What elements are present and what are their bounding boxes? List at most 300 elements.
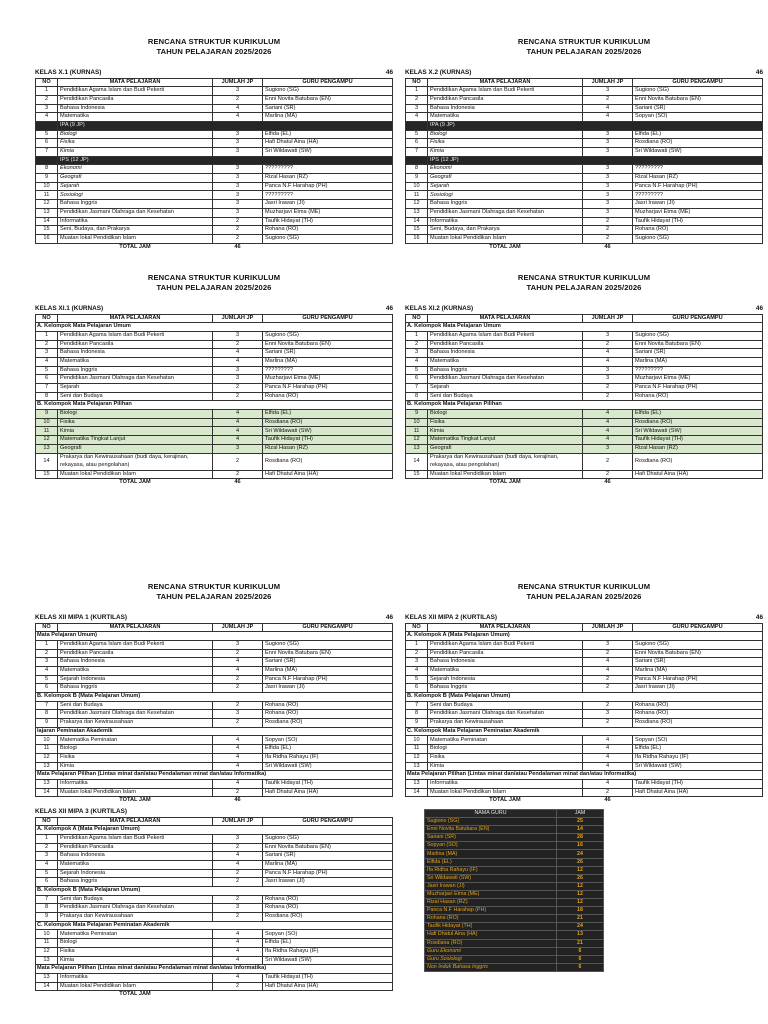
row-jp: 3	[583, 200, 633, 209]
teacher-row	[425, 907, 604, 915]
row-jp: 3	[583, 139, 633, 148]
row-guru: Sugiono (SG)	[633, 331, 763, 340]
row-mapel: Matematika	[428, 357, 583, 366]
table-row	[36, 973, 393, 982]
row-mapel: Bahasa Indonesia	[58, 349, 213, 358]
row-mapel: Geografi	[58, 444, 213, 453]
teacher-row	[425, 963, 604, 971]
row-guru: Rohana (RO)	[263, 701, 393, 710]
section-label: A. Kelompok Mata Pelajaran Umum	[406, 323, 763, 332]
row-guru: Rohana (RO)	[633, 392, 763, 401]
row-jp: 2	[583, 453, 633, 470]
row-no: 3	[36, 349, 58, 358]
row-no: 5	[406, 130, 428, 139]
teacher-hours: 18	[557, 907, 604, 915]
total-label: TOTAL JAM	[119, 479, 151, 486]
row-guru: Sugiono (SG)	[263, 640, 393, 649]
teacher-hours: 24	[557, 923, 604, 931]
section-label: B. Kelompok B (Mata Pelajaran Umum)	[406, 693, 763, 702]
table-row	[406, 104, 763, 113]
table-row	[36, 878, 393, 887]
row-guru: Sariani (SR)	[263, 852, 393, 861]
row-no: 13	[36, 208, 58, 217]
row-guru: Marlina (MA)	[263, 860, 393, 869]
row-jp: 3	[213, 139, 263, 148]
table-row	[36, 427, 393, 436]
row-mapel: Muatan lokal Pendidikan Islam	[58, 982, 213, 991]
table-row	[406, 418, 763, 427]
total-row	[406, 479, 763, 487]
teacher-hours: 16	[557, 842, 604, 850]
row-jp: 3	[213, 904, 263, 913]
teacher-name: Jasri Irawan (JI)	[425, 882, 557, 890]
row-no: 13	[36, 973, 58, 982]
section-row	[406, 771, 763, 780]
row-mapel: Seni, Budaya, dan Prakarya	[58, 226, 213, 235]
row-jp: 2	[583, 392, 633, 401]
row-no: 12	[406, 753, 428, 762]
table-row	[36, 843, 393, 852]
row-no: 5	[406, 675, 428, 684]
table-row	[36, 675, 393, 684]
row-guru: Sugiono (SG)	[263, 834, 393, 843]
row-guru: Taufik Hidayat (TH)	[633, 436, 763, 445]
row-jp: 4	[213, 947, 263, 956]
total-value: 46	[604, 243, 611, 250]
row-mapel: Matematika	[58, 860, 213, 869]
row-mapel: Pendidikan Jasmani Olahraga dan Kesehatan	[58, 710, 213, 719]
row-no: 12	[36, 436, 58, 445]
table-row	[406, 191, 763, 200]
row-jp: 3	[583, 182, 633, 191]
section-row	[36, 727, 393, 736]
row-mapel: Fisika	[428, 139, 583, 148]
row-no: 11	[406, 427, 428, 436]
column-header-no: NO	[406, 78, 428, 87]
row-no: 8	[36, 392, 58, 401]
section-row	[406, 693, 763, 702]
teacher-name: Taufik Hidayat (TH)	[425, 923, 557, 931]
row-mapel: Sosiologi	[428, 191, 583, 200]
table-row	[36, 649, 393, 658]
table-row	[36, 392, 393, 401]
row-guru: Panca N.F Harahap (PH)	[263, 384, 393, 393]
doc-subtitle: TAHUN PELAJARAN 2025/2026	[156, 592, 272, 601]
row-jp: 3	[583, 375, 633, 384]
section-label: C. Kelompok Mata Pelajaran Peminatan Akademik	[406, 727, 763, 736]
row-mapel: Pendidikan Pancasila	[58, 95, 213, 104]
table-row	[36, 982, 393, 991]
row-jp: 2	[213, 649, 263, 658]
row-guru: Sri Wildawati (SW)	[263, 762, 393, 771]
row-jp: 2	[213, 392, 263, 401]
row-no: 8	[36, 710, 58, 719]
row-guru: Taufik Hidayat (TH)	[633, 217, 763, 226]
table-row	[36, 753, 393, 762]
teacher-name: Rosdiana (RO)	[425, 939, 557, 947]
row-mapel: Prakarya dan Kewirausahaan	[428, 719, 583, 728]
section-label: IPS (12 JP)	[58, 156, 393, 165]
table-row	[36, 444, 393, 453]
teacher-hours: 14	[557, 826, 604, 834]
row-guru: Marlina (MA)	[263, 357, 393, 366]
class-label: KELAS XII MIPA 1 (KURTILAS)	[35, 614, 127, 621]
column-header-no: NO	[36, 623, 58, 632]
row-no: 5	[36, 869, 58, 878]
row-mapel: Fisika	[58, 753, 213, 762]
row-mapel: Pendidikan Agama Islam dan Budi Pekerti	[58, 87, 213, 96]
row-mapel: Biologi	[58, 745, 213, 754]
row-jp: 2	[583, 719, 633, 728]
row-guru: Sariani (SR)	[263, 658, 393, 667]
table-row	[406, 392, 763, 401]
row-jp: 3	[583, 87, 633, 96]
row-mapel: Sejarah Indonesia	[428, 675, 583, 684]
teacher-hours: 6	[557, 947, 604, 955]
row-guru: Enni Novita Batubara (EN)	[263, 340, 393, 349]
doc-title: RENCANA STRUKTUR KURIKULUM	[147, 273, 281, 282]
row-guru: Rizal Hasan (RZ)	[633, 444, 763, 453]
row-no: 8	[36, 165, 58, 174]
row-mapel: Bahasa Inggris	[428, 200, 583, 209]
row-guru: ?????????	[263, 191, 393, 200]
row-no: 9	[36, 719, 58, 728]
row-guru: Jasri Irawan (JI)	[633, 200, 763, 209]
curriculum-table	[405, 78, 763, 252]
row-no: 6	[406, 684, 428, 693]
teacher-hours: 24	[557, 850, 604, 858]
row-no: 3	[406, 349, 428, 358]
teacher-hours: 12	[557, 882, 604, 890]
row-no: 11	[406, 191, 428, 200]
table-row	[406, 779, 763, 788]
row-mapel: Pendidikan Jasmani Olahraga dan Kesehatan	[428, 710, 583, 719]
table-row	[36, 869, 393, 878]
row-guru: Sri Wildawati (SW)	[633, 762, 763, 771]
row-guru: Marlina (MA)	[263, 666, 393, 675]
row-guru: Rosdiana (RO)	[633, 453, 763, 470]
row-mapel: Bahasa Inggris	[428, 366, 583, 375]
doc-title: RENCANA STRUKTUR KURIKULUM	[517, 37, 651, 46]
row-mapel: Seni dan Budaya	[428, 701, 583, 710]
row-guru: Sariani (SR)	[633, 349, 763, 358]
row-no: 10	[36, 930, 58, 939]
row-mapel: Kimia	[58, 762, 213, 771]
row-mapel: Bahasa Indonesia	[58, 658, 213, 667]
row-jp: 2	[583, 788, 633, 797]
row-guru: Rohana (RO)	[263, 895, 393, 904]
section-row	[36, 965, 393, 974]
teacher-hours: 26	[557, 874, 604, 882]
row-mapel: Matematika	[58, 113, 213, 122]
table-row	[406, 366, 763, 375]
curriculum-block	[35, 808, 393, 999]
row-no: 13	[36, 779, 58, 788]
row-guru: Rosdiana (RO)	[263, 453, 393, 470]
row-jp: 2	[583, 384, 633, 393]
teacher-name: Sariani (SR)	[425, 834, 557, 842]
row-jp: 2	[213, 684, 263, 693]
row-mapel: Pendidikan Pancasila	[428, 340, 583, 349]
row-guru: Sopyan (SO)	[633, 113, 763, 122]
row-mapel: Matematika Peminatan	[58, 930, 213, 939]
class-label: KELAS XII MIPA 3 (KURTILAS)	[35, 808, 127, 815]
row-mapel: Sosiologi	[58, 191, 213, 200]
row-mapel: Bahasa Inggris	[58, 878, 213, 887]
row-no: 13	[406, 444, 428, 453]
row-mapel: Geografi	[428, 174, 583, 183]
row-mapel: Informatika	[58, 217, 213, 226]
row-jp: 3	[213, 87, 263, 96]
row-jp: 4	[583, 104, 633, 113]
table-row	[406, 174, 763, 183]
row-mapel: Kimia	[428, 148, 583, 157]
teacher-hours-table	[424, 809, 604, 972]
row-jp: 2	[213, 788, 263, 797]
teacher-row	[425, 834, 604, 842]
row-no: 2	[406, 340, 428, 349]
row-mapel: Pendidikan Agama Islam dan Budi Pekerti	[58, 834, 213, 843]
row-jp: 4	[213, 658, 263, 667]
row-jp: 2	[213, 217, 263, 226]
row-guru: Rosdiana (RO)	[633, 139, 763, 148]
row-mapel: Matematika	[58, 357, 213, 366]
row-jp: 3	[213, 366, 263, 375]
row-guru: Muzharjavi Etma (ME)	[263, 375, 393, 384]
row-mapel: Muatan lokal Pendidikan Islam	[428, 470, 583, 479]
row-no: 12	[406, 200, 428, 209]
row-no: 13	[406, 208, 428, 217]
column-header-jp: JUMLAH JP	[583, 78, 633, 87]
teacher-name: Enni Novita Batubara (EN)	[425, 826, 557, 834]
table-row	[36, 719, 393, 728]
table-row	[406, 753, 763, 762]
row-no: 4	[36, 860, 58, 869]
row-no: 3	[36, 658, 58, 667]
row-guru: Enni Novita Batubara (EN)	[263, 95, 393, 104]
row-no: 14	[406, 217, 428, 226]
curriculum-table	[35, 78, 393, 252]
table-row	[36, 130, 393, 139]
section-row	[406, 632, 763, 641]
row-no: 3	[36, 852, 58, 861]
row-mapel: Bahasa Indonesia	[428, 349, 583, 358]
row-no: 3	[36, 104, 58, 113]
row-no: 11	[36, 939, 58, 948]
row-guru: Muzharjavi Etma (ME)	[633, 208, 763, 217]
doc-subtitle: TAHUN PELAJARAN 2025/2026	[526, 47, 642, 56]
row-no: 16	[406, 234, 428, 243]
row-guru: ?????????	[633, 366, 763, 375]
table-row	[406, 130, 763, 139]
row-jp: 2	[213, 384, 263, 393]
table-row	[36, 148, 393, 157]
section-row	[36, 887, 393, 896]
row-mapel: Prakarya dan Kewirausahaan	[58, 913, 213, 922]
row-guru: Panca N.F Harahap (PH)	[633, 182, 763, 191]
row-jp: 4	[583, 357, 633, 366]
row-mapel: Informatika	[428, 217, 583, 226]
row-no: 11	[406, 745, 428, 754]
row-guru: Taufik Hidayat (TH)	[263, 436, 393, 445]
row-guru: Muzharjavi Etma (ME)	[633, 375, 763, 384]
row-guru: Jasri Irawan (JI)	[263, 878, 393, 887]
section-label: IPS (12 JP)	[428, 156, 763, 165]
row-mapel: Sejarah	[58, 384, 213, 393]
row-mapel: Sejarah Indonesia	[58, 675, 213, 684]
row-mapel: Fisika	[58, 139, 213, 148]
section-row	[406, 121, 763, 130]
section-row	[36, 156, 393, 165]
row-no: 2	[36, 649, 58, 658]
row-jp: 4	[213, 860, 263, 869]
row-jp: 2	[213, 234, 263, 243]
teacher-row	[425, 899, 604, 907]
curriculum-block	[405, 582, 763, 805]
row-no: 15	[406, 470, 428, 479]
row-mapel: Pendidikan Agama Islam dan Budi Pekerti	[428, 87, 583, 96]
section-label: B. Kelompok Mata Pelajaran Pilihan	[36, 401, 393, 410]
row-guru: Sugiono (SG)	[263, 234, 393, 243]
total-row	[36, 243, 393, 251]
column-header-jp: JUMLAH JP	[583, 314, 633, 323]
row-no: 5	[36, 366, 58, 375]
curriculum-table	[405, 314, 763, 487]
section-label: B. Kelompok B (Mata Pelajaran Umum)	[36, 887, 393, 896]
table-row	[406, 217, 763, 226]
teacher-name: Guru Ekonomi	[425, 947, 557, 955]
section-label: lajaran Peminatan Akademik	[36, 727, 393, 736]
row-guru: Sariani (SR)	[633, 658, 763, 667]
row-mapel: Fisika	[58, 418, 213, 427]
row-guru: Enni Novita Batubara (EN)	[633, 649, 763, 658]
row-guru: Taufik Hidayat (TH)	[263, 217, 393, 226]
row-jp: 2	[213, 470, 263, 479]
row-jp: 2	[583, 217, 633, 226]
column-header-mapel: MATA PELAJARAN	[58, 817, 213, 826]
teacher-row	[425, 947, 604, 955]
row-guru: Panca N.F Harahap (PH)	[263, 675, 393, 684]
row-jp: 2	[583, 234, 633, 243]
row-jp: 3	[213, 331, 263, 340]
column-header-no: NO	[36, 314, 58, 323]
row-guru: Marlina (MA)	[263, 113, 393, 122]
row-jp: 2	[583, 470, 633, 479]
column-header-guru: GURU PENGAMPU	[263, 817, 393, 826]
row-jp: 4	[213, 427, 263, 436]
total-label: TOTAL JAM	[119, 797, 151, 804]
row-jp: 4	[213, 930, 263, 939]
section-row	[406, 401, 763, 410]
row-mapel: Fisika	[428, 418, 583, 427]
table-row	[36, 217, 393, 226]
section-label: A. Kelompok A (Mata Pelajaran Umum)	[406, 632, 763, 641]
row-no: 8	[406, 165, 428, 174]
row-no: 5	[406, 366, 428, 375]
row-no: 15	[406, 226, 428, 235]
row-mapel: Informatika	[58, 973, 213, 982]
row-no: 7	[36, 384, 58, 393]
table-row	[36, 895, 393, 904]
row-guru: Enni Novita Batubara (EN)	[633, 95, 763, 104]
row-no: 6	[406, 139, 428, 148]
table-row	[406, 148, 763, 157]
total-row	[36, 991, 393, 999]
row-jp: 2	[213, 453, 263, 470]
row-mapel: Biologi	[58, 130, 213, 139]
row-guru: Taufik Hidayat (TH)	[633, 779, 763, 788]
row-jp: 3	[583, 366, 633, 375]
row-no: 7	[36, 148, 58, 157]
row-mapel: Informatika	[58, 779, 213, 788]
row-guru: Elfida (EL)	[263, 939, 393, 948]
section-row	[36, 121, 393, 130]
row-jp: 2	[213, 878, 263, 887]
section-label: C. Kelompok Mata Pelajaran Peminatan Akademik	[36, 921, 393, 930]
row-jp: 4	[583, 779, 633, 788]
total-row	[36, 479, 393, 487]
table-row	[36, 762, 393, 771]
class-jp-total: 46	[755, 305, 763, 312]
row-no: 5	[36, 130, 58, 139]
table-row	[406, 640, 763, 649]
row-guru: Rizal Hasan (RZ)	[263, 174, 393, 183]
table-row	[36, 357, 393, 366]
row-guru: Panca N.F Harahap (PH)	[633, 384, 763, 393]
row-no: 10	[36, 182, 58, 191]
row-guru: Elfida (EL)	[263, 130, 393, 139]
row-no: 3	[406, 104, 428, 113]
row-guru: Panca N.F Harahap (PH)	[263, 182, 393, 191]
table-row	[36, 913, 393, 922]
table-row	[406, 444, 763, 453]
column-header-jam: JAM	[557, 810, 604, 818]
row-jp: 3	[213, 174, 263, 183]
row-guru: Ifa Ridha Rahayu (IF)	[633, 753, 763, 762]
row-jp: 3	[583, 208, 633, 217]
teacher-hours: 12	[557, 866, 604, 874]
row-mapel: Muatan lokal Pendidikan Islam	[428, 234, 583, 243]
row-mapel: Muatan lokal Pendidikan Islam	[428, 788, 583, 797]
row-jp: 2	[583, 226, 633, 235]
table-row	[406, 182, 763, 191]
table-row	[36, 226, 393, 235]
table-row	[36, 375, 393, 384]
teacher-row	[425, 826, 604, 834]
column-header-mapel: MATA PELAJARAN	[58, 314, 213, 323]
doc-title: RENCANA STRUKTUR KURIKULUM	[147, 37, 281, 46]
row-mapel: Informatika	[428, 779, 583, 788]
row-jp: 4	[583, 762, 633, 771]
column-header-jp: JUMLAH JP	[583, 623, 633, 632]
table-row	[406, 710, 763, 719]
table-row	[406, 95, 763, 104]
row-mapel: Geografi	[58, 174, 213, 183]
row-jp: 3	[213, 640, 263, 649]
row-jp: 3	[213, 200, 263, 209]
table-row	[36, 200, 393, 209]
row-no: 14	[406, 788, 428, 797]
row-guru: Sri Wildawati (SW)	[263, 956, 393, 965]
row-jp: 4	[583, 753, 633, 762]
teacher-row	[425, 890, 604, 898]
teacher-name: Non Induk Bahasa Inggris	[425, 963, 557, 971]
section-row	[36, 921, 393, 930]
row-guru: Sri Wildawati (SW)	[633, 148, 763, 157]
row-guru: Sri Wildawati (SW)	[263, 148, 393, 157]
row-no: 1	[36, 87, 58, 96]
row-jp: 3	[213, 130, 263, 139]
